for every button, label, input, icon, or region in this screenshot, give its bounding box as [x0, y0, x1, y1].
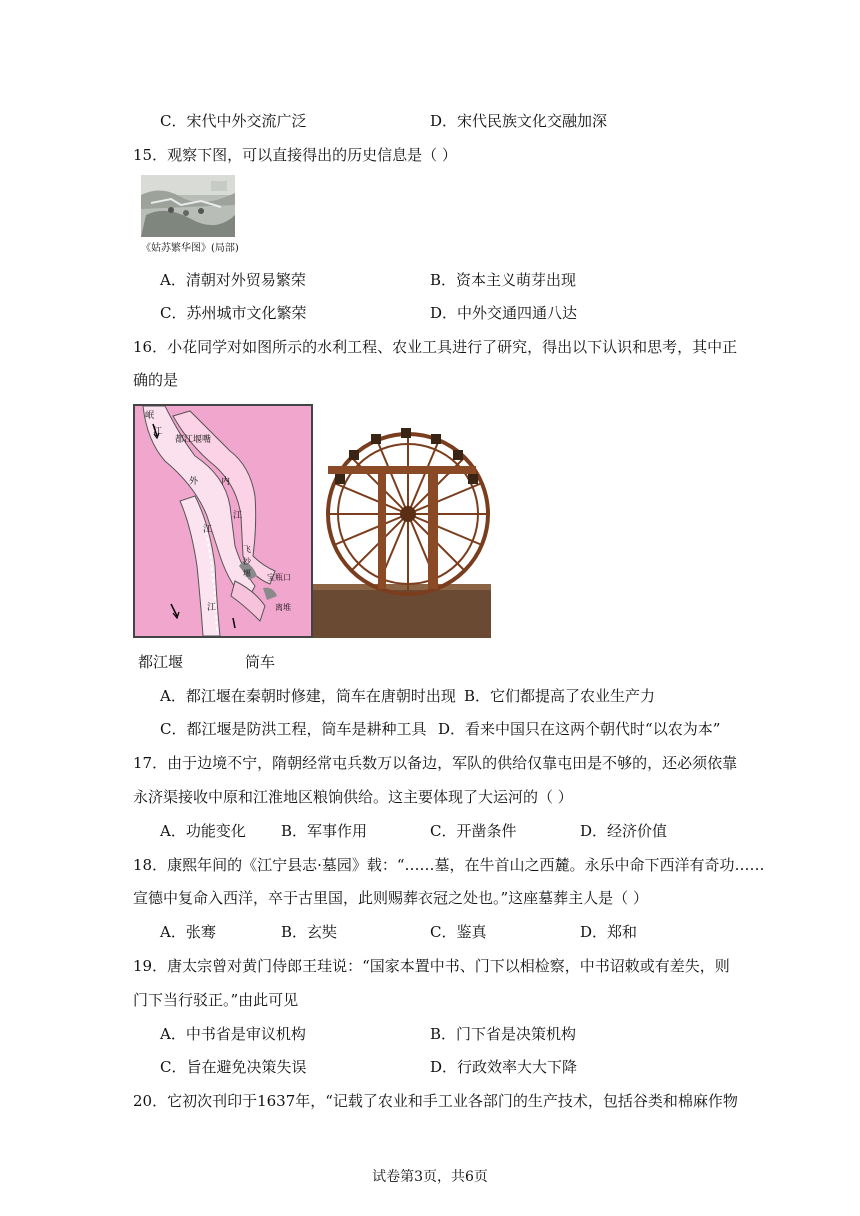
q19-option-a: A．中书省是审议机构 — [160, 1025, 306, 1043]
q19-option-d: D．行政效率大大下降 — [430, 1058, 578, 1076]
map-label-nei: 内 — [221, 477, 231, 487]
q19-stem-line1: 19．唐太宗曾对黄门侍郎王珪说：“国家本置中书、门下以相检察，中书诏敕或有差失，则 — [133, 957, 730, 975]
q18-stem-line2: 宣德中复命入西洋，卒于古里国，此则赐葬衣冠之处也。”这座墓葬主人是（ ） — [133, 889, 648, 907]
map-label-wai: 外 — [189, 477, 199, 487]
q16-option-b: B．它们都提高了农业生产力 — [464, 687, 656, 705]
q15-option-a: A．清朝对外贸易繁荣 — [160, 271, 306, 289]
map-label-dujiang: 都江堰嘴 — [175, 435, 212, 445]
waterwheel-caption: 筒车 — [245, 653, 276, 671]
map-label-min: 岷 — [145, 411, 155, 421]
map-label-jiang2: 江 — [203, 525, 213, 535]
q19-option-c: C．旨在避免决策失误 — [160, 1058, 307, 1076]
q14-option-d: D．宋代民族文化交融加深 — [430, 112, 608, 130]
q16-option-a: A．都江堰在秦朝时修建，筒车在唐朝时出现 — [160, 687, 456, 705]
q18-option-d: D．郑和 — [580, 923, 638, 941]
q17-stem-line2: 永济渠接收中原和江淮地区粮饷供给。这主要体现了大运河的（ ） — [133, 788, 573, 806]
q17-option-c: C．开凿条件 — [430, 822, 517, 840]
q16-stem-line1: 16．小花同学对如图所示的水利工程、农业工具进行了研究，得出以下认识和思考，其中正 — [133, 338, 738, 356]
page-footer: 试卷第3页，共6页 — [372, 1169, 488, 1185]
q18-stem-line1: 18．康熙年间的《江宁县志·墓园》载：“……墓，在牛首山之西麓。永乐中命下西洋有奇功…… — [133, 856, 765, 874]
map-label-jiang1: 江 — [153, 427, 163, 437]
map-label-jiang4: 江 — [207, 603, 217, 613]
waterwheel-image — [313, 404, 491, 638]
q17-option-a: A．功能变化 — [160, 822, 246, 840]
map-label-jiang3: 江 — [233, 511, 243, 521]
q15-stem: 15．观察下图，可以直接得出的历史信息是（ ） — [133, 146, 457, 164]
q18-option-b: B．玄奘 — [281, 923, 338, 941]
q17-option-b: B．军事作用 — [281, 822, 368, 840]
map-label-feisha: 飞沙堰 — [243, 545, 251, 578]
q20-stem-line1: 20．它初次刊印于1637年，“记载了农业和手工业各部门的生产技术，包括谷类和棉麻作物 — [133, 1092, 738, 1110]
gusu-painting-image — [141, 175, 235, 237]
q15-option-d: D．中外交通四通八达 — [430, 304, 578, 322]
dujiangyan-map — [133, 404, 313, 638]
dujiangyan-caption: 都江堰 — [138, 653, 184, 671]
q16-stem-line2: 确的是 — [133, 371, 179, 389]
q15-image-caption: 《姑苏繁华图》(局部) — [141, 243, 239, 254]
q16-option-d: D．看来中国只在这两个朝代时“以农为本” — [438, 720, 721, 738]
map-label-baoping: 宝瓶口 — [267, 573, 291, 582]
q19-option-b: B．门下省是决策机构 — [430, 1025, 577, 1043]
q19-stem-line2: 门下当行驳正。”由此可见 — [133, 991, 299, 1009]
q14-option-c: C．宋代中外交流广泛 — [160, 112, 307, 130]
q15-option-c: C．苏州城市文化繁荣 — [160, 304, 307, 322]
q18-option-c: C．鉴真 — [430, 923, 487, 941]
map-label-liyu: 离堆 — [275, 603, 291, 612]
q17-stem-line1: 17．由于边境不宁，隋朝经常屯兵数万以备边，军队的供给仅靠屯田是不够的，还必须依靠 — [133, 754, 738, 772]
q17-option-d: D．经济价值 — [580, 822, 668, 840]
q15-option-b: B．资本主义萌芽出现 — [430, 271, 577, 289]
q18-option-a: A．张骞 — [160, 923, 216, 941]
q16-option-c: C．都江堰是防洪工程，筒车是耕种工具 — [160, 720, 427, 738]
